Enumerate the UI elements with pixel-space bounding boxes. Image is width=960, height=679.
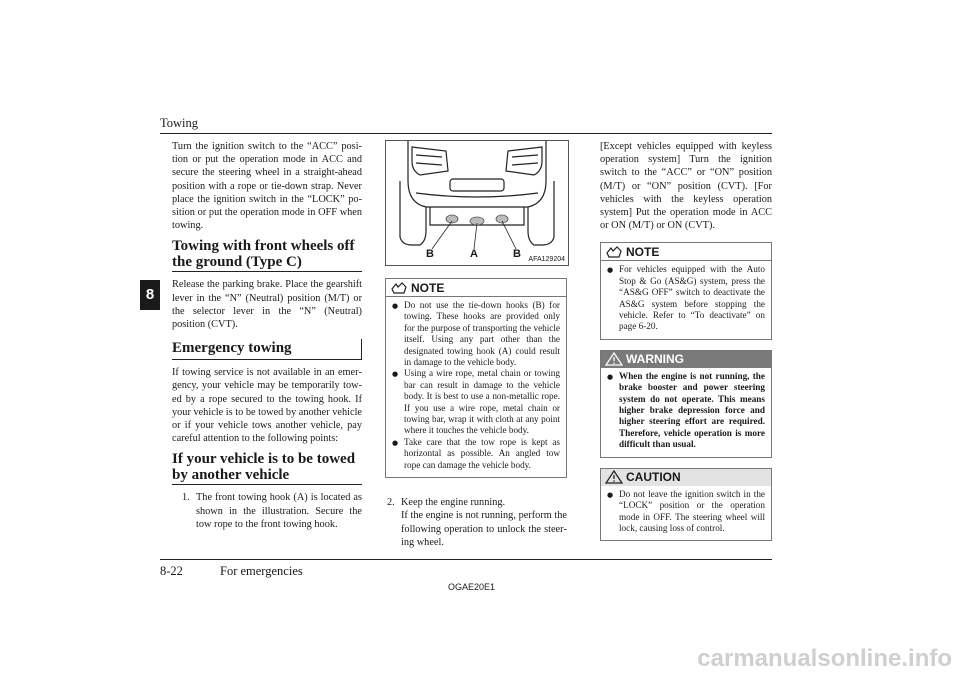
chapter-tab: 8 <box>140 280 160 310</box>
bullet-icon: ● <box>607 372 614 381</box>
emergency-paragraph: If towing service is not available in an emergency, your vehicle may be temporarily towed by a rope secured to the towing hook. If your vehicle is to be towed by another vehicle or if your vehicle tows another vehicle, pay careful attention to the following points: <box>172 367 362 445</box>
note-hand-icon <box>390 281 408 295</box>
type-c-paragraph: Release the parking brake. Place the gearshift lever in the “N” (Neutral) position (M/T) or the selector lever in the “N” (Neutral) position (CVT). <box>172 279 362 331</box>
column-2 <box>385 140 567 549</box>
watermark: carmanualsonline.info <box>697 645 952 672</box>
right-headlight <box>506 147 542 175</box>
document-code: OGAE20E1 <box>448 582 496 592</box>
header-rule <box>160 133 772 134</box>
left-tire <box>400 181 426 245</box>
step-1-text: The front towing hook (A) is located as shown in the illustration. Secure the tow rope to the front towing hook. <box>196 492 362 530</box>
vehicle-front-illustration <box>386 141 568 265</box>
intro-paragraph: Turn the ignition switch to the “ACC” position or put the operation mode in ACC and secure the steering wheel in a straight-ahead position with a rope or tie-down strap. Never place the ignition switch in the “LOCK” position or put the operation mode in OFF when towing. <box>172 141 362 232</box>
caution-triangle-icon <box>605 470 623 484</box>
bullet-icon: ● <box>607 266 614 275</box>
warning-title: WARNING <box>626 352 684 367</box>
heading-emergency-towing: Emergency towing <box>172 339 362 360</box>
grille-opening <box>450 179 504 191</box>
bullet-icon: ● <box>392 438 399 447</box>
step-1-number: 1. <box>182 492 190 504</box>
note-item: ● Take care that the tow rope is kept as horizontal as possible. An angled tow rope can damage the vehicle body. <box>392 436 560 470</box>
step-1 <box>182 491 362 531</box>
figure-code: AFA129204 <box>528 256 565 263</box>
label-b-left: B <box>426 248 434 260</box>
note-header <box>601 243 771 261</box>
step-2-text: If the engine is not running, perform the following operation to unlock the steering wheel. <box>401 510 567 548</box>
note-item: ● For vehicles equipped with the Auto Stop & Go (AS&G) system, press the “AS&G OFF” switch to deactivate the AS&G system before stopping the vehicle. Refer to “To deactivate” on page 6-20. <box>607 264 765 332</box>
header-title: Towing <box>160 116 199 130</box>
caution-title: CAUTION <box>626 470 681 485</box>
left-lamp-detail <box>416 155 442 165</box>
step-2-number: 2. <box>387 497 395 509</box>
heading-towed-by-another: If your vehicle is to be towed by another vehicle <box>172 451 362 485</box>
ignition-instructions: [Except vehicles equipped with keyless operation system] Turn the ignition switch to the “ACC” or “ON” position (M/T) or “ON” position (CVT). [For vehicles with the keyless operation system] Put the operation mode in ACC or ON (M/T) or ON (CVT). <box>600 141 772 232</box>
caution-item: ● Do not leave the ignition switch in the “LOCK” position or the operation mode in OFF. The steering wheel will lock, causing loss of control. <box>607 488 765 533</box>
bullet-icon: ● <box>392 302 399 310</box>
column-1 <box>172 140 362 531</box>
caution-header <box>601 469 771 486</box>
label-b-right: B <box>513 248 521 260</box>
step-2-title: Keep the engine running. <box>401 497 506 509</box>
step-2 <box>387 496 567 549</box>
bullet-icon: ● <box>607 490 614 499</box>
section-title: For emergencies <box>220 564 303 578</box>
heading-type-c: Towing with front wheels off the ground (Type C) <box>172 238 362 272</box>
leader-line-a <box>474 223 477 249</box>
bumper-line <box>416 193 538 197</box>
caution-box <box>600 468 772 542</box>
note-hand-icon <box>605 245 623 259</box>
note-box-asg <box>600 242 772 339</box>
note-item: ● Using a wire rope, metal chain or towing bar can result in damage to the vehicle body. It is best to use a non-metallic rope. If you use a wire rope, metal chain or towing bar, wrap it with cloth at any point where it touches the vehicle body. <box>392 368 560 436</box>
towing-hook-figure <box>385 140 569 266</box>
label-a: A <box>470 248 478 260</box>
warning-header <box>601 351 771 368</box>
note-title: NOTE <box>626 244 660 259</box>
warning-box <box>600 350 772 458</box>
note-header <box>386 279 566 297</box>
tie-down-hook-left <box>446 215 458 223</box>
note-item: ● Do not use the tie-down hooks (B) for towing. These hooks are provided only for the purpose of transporting the vehicle itself. Using any part other than the designated towing hook (A) could result in damage to the vehicle body. <box>392 300 560 368</box>
warning-triangle-icon <box>605 352 623 366</box>
page-number: 8-22 <box>160 564 183 578</box>
note-box-towing <box>385 278 567 478</box>
warning-item: ● When the engine is not running, the brake booster and power steering system do not operate. This means higher brake depression force and higher steering effort are required. Therefore, vehicle operation is more difficult than usual. <box>607 370 765 450</box>
column-3 <box>600 140 772 551</box>
right-lamp-detail <box>512 155 538 165</box>
left-headlight <box>412 147 448 175</box>
footer-rule <box>160 559 772 560</box>
bullet-icon: ● <box>392 370 399 379</box>
right-tire <box>528 181 554 245</box>
note-title: NOTE <box>411 280 445 295</box>
